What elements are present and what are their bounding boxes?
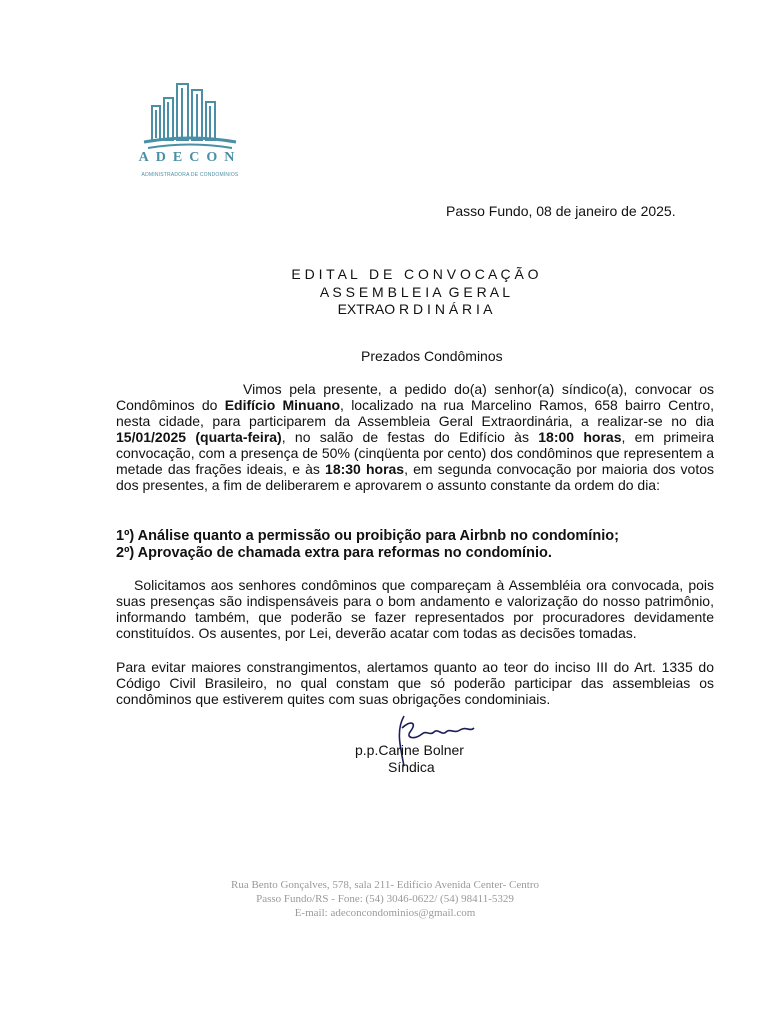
building-name: Edifício Minuano [224,397,341,413]
warning-paragraph: Para evitar maiores constrangimentos, alertamos quanto ao teor do inciso III do Art. 1335 do Código Civil Brasileiro, no qual constam que só poderão participar das assembleias os condôminos que estiverem quites com suas obrigações condominiais. [116,659,714,707]
company-name: ADECON [138,150,242,165]
company-subtitle: ADMINISTRADORA DE CONDOMÍNIOS [141,172,239,178]
agenda-item: 2º) Aprovação de chamada extra para reformas no condomínio. [116,545,552,561]
buildings-icon [142,80,238,152]
title-line-1: E D I T A L D E C O N V O C A Ç Ã O [291,266,539,282]
agenda-list [116,528,714,562]
footer-phone: Passo Fundo/RS - Fone: (54) 3046-0622/ (54) 98411-5329 [256,893,514,905]
first-call-time: 18:00 horas [538,429,622,445]
attendance-paragraph: Solicitamos aos senhores condôminos que compareçam à Assembléia ora convocada, pois suas presenças são indispensáveis para o bom andamento e valorização do nosso patrimônio, informando também, que poderão se fazer representados por procuradores devidamente constituídos. Os ausentes, por Lei, deverão acatar com todas as decisões tomadas. [116,577,714,641]
second-call-time: 18:30 horas [325,461,405,477]
footer-email: E-mail: adeconcondominios@gmail.com [294,907,476,919]
greeting: Prezados Condôminos [361,348,503,364]
signature-role: Síndica [388,759,435,775]
meeting-date: 15/01/2025 (quarta-feira) [116,429,282,445]
convocation-paragraph: Vimos pela presente, a pedido do(a) senhor(a) síndico(a), convocar os Condôminos do Edifício Minuano, localizado na rua Marcelino Ramos, 658 bairro Centro, nesta cidade, para participarem da Assembleia Geral Extraordinária, a realizar-se no dia 15/01/2025 (quarta-feira), no salão de festas do Edifício às 18:00 horas, em primeira convocação, com a presença de 50% (cinqüenta por cento) dos condôminos que representem a metade das frações ideais, e às 18:30 horas, em segunda convocação por maioria dos votos dos presentes, a fim de deliberarem e aprovarem o assunto constante da ordem do dia: [116,381,715,493]
footer-address: Rua Bento Gonçalves, 578, sala 211- Edifício Avenida Center- Centro [230,879,539,891]
date-line: Passo Fundo, 08 de janeiro de 2025. [446,203,676,219]
title-line-2: A S S E M B L E I A G E R A L [319,284,511,300]
company-logo [128,80,252,184]
title-line-3: EXTRAO R D I N Á R I A [337,301,493,317]
signature-name: p.p.Carine Bolner [355,742,464,758]
agenda-item: 1º) Análise quanto a permissão ou proibição para Airbnb no condomínio; [116,528,619,544]
